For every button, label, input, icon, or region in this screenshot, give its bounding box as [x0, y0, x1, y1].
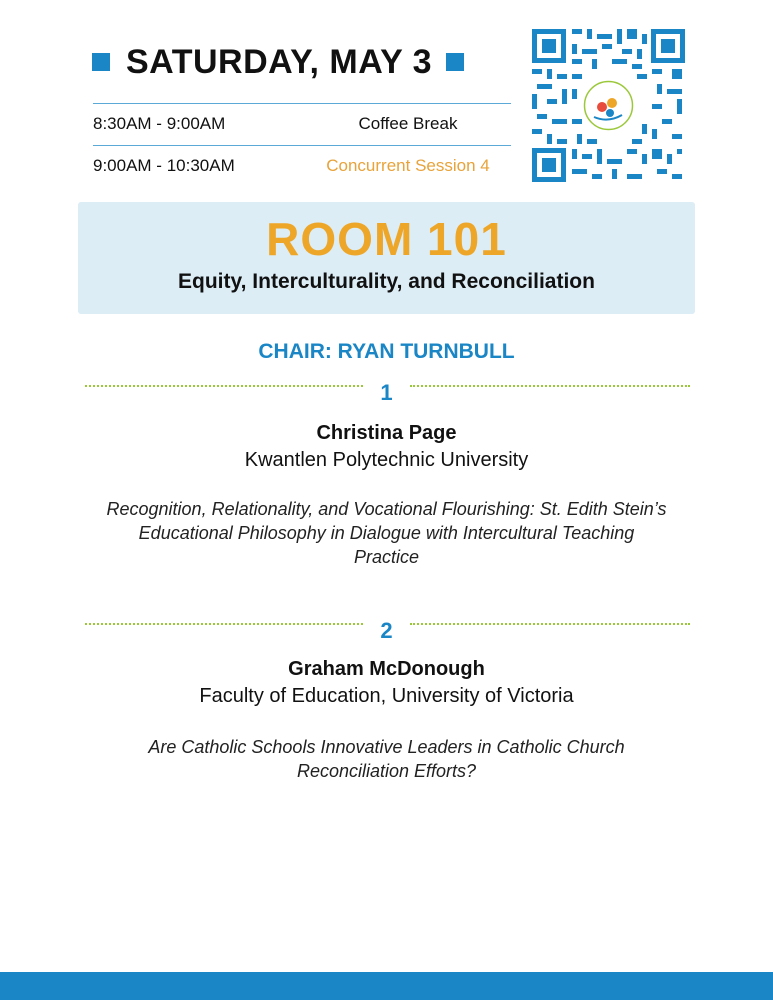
title-line: Practice: [353, 547, 420, 567]
schedule-time: 9:00AM - 10:30AM: [93, 156, 235, 175]
presentation-title: [70, 497, 703, 569]
room-theme: Equity, Interculturality, and Reconciliation: [178, 270, 595, 293]
title-line: Educational Philosophy in Dialogue with Intercultural Teaching: [138, 523, 635, 543]
blue-square-icon: [92, 53, 110, 71]
schedule-event: Concurrent Session 4: [326, 156, 490, 175]
presentation-title: [70, 735, 703, 783]
divider-line: [93, 145, 511, 146]
title-line: Are Catholic Schools Innovative Leaders in Catholic Church: [148, 737, 625, 757]
qr-code[interactable]: [530, 27, 687, 184]
blue-square-icon: [446, 53, 464, 71]
schedule-time: 8:30AM - 9:00AM: [93, 114, 226, 133]
presenter-affiliation: Faculty of Education, University of Victoria: [199, 685, 574, 707]
day-title: SATURDAY, MAY 3: [126, 42, 433, 81]
session-chair: CHAIR: RYAN TURNBULL: [258, 340, 515, 363]
title-line: Recognition, Relationality, and Vocational Flourishing: St. Edith Stein’s: [106, 499, 667, 519]
title-line: Reconciliation Efforts?: [296, 761, 477, 781]
divider-line: [93, 103, 511, 104]
day-header: [92, 40, 464, 84]
room-title: ROOM 101: [266, 213, 507, 265]
schedule-row: [93, 114, 511, 138]
schedule-row: [93, 156, 511, 180]
schedule-event: Coffee Break: [358, 114, 458, 133]
footer-bar: [0, 972, 773, 1000]
presentation-number: 1: [380, 380, 393, 405]
presenter-name: Graham McDonough: [288, 658, 485, 680]
presenter-affiliation: Kwantlen Polytechnic University: [244, 449, 529, 471]
presentation-number: 2: [380, 618, 393, 643]
room-banner: [78, 202, 695, 314]
presenter-name: Christina Page: [316, 422, 457, 444]
